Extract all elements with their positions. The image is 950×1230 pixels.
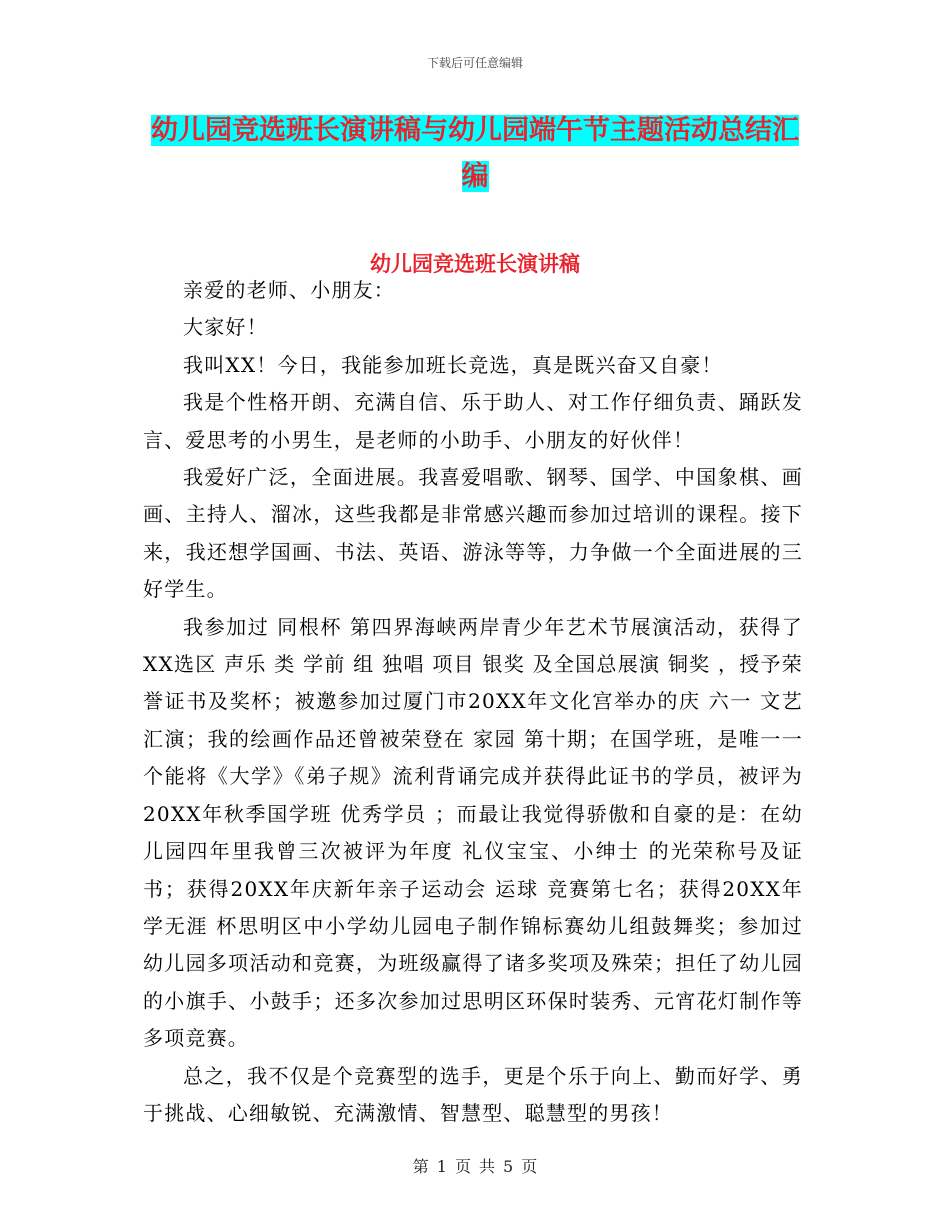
footer-total-pages: 5: [503, 1157, 514, 1176]
document-title: [145, 108, 805, 200]
paragraph: 总之，我不仅是个竞赛型的选手，更是个乐于向上、勤而好学、勇于挑战、心细敏锐、充满激情、智慧型、聪慧型的男孩！: [143, 1063, 803, 1125]
footer-suffix: 页: [521, 1157, 538, 1176]
paragraph: 大家好！: [183, 315, 268, 340]
paragraph: 我爱好广泛，全面进展。我喜爱唱歌、钢琴、国学、中国象棋、画画、主持人、溜冰，这些我都是非常感兴趣而参加过培训的课程。接下来，我还想学国画、书法、英语、游泳等等，力争做一个全面进展的三好学生。: [143, 465, 803, 602]
page-footer: [0, 1154, 950, 1177]
paragraph: 我叫XX！今日，我能参加班长竞选，真是既兴奋又自豪！: [183, 352, 723, 377]
footer-mid2: 共: [479, 1157, 496, 1176]
document-title-text: 幼儿园竞选班长演讲稿与幼儿园端午节主题活动总结汇编: [151, 115, 799, 192]
body-text: [143, 272, 803, 1132]
footer-mid1: 页: [454, 1157, 471, 1176]
paragraph: 我是个性格开朗、充满自信、乐于助人、对工作仔细负责、踊跃发言、爱思考的小男生，是老师的小助手、小朋友的好伙伴！: [143, 390, 803, 452]
paragraph: 我参加过 同根杯 第四界海峡两岸青少年艺术节展演活动，获得了XX选区 声乐 类 学前 组 独唱 项目 银奖 及全国总展演 铜奖 ，授予荣誉证书及奖杯；被邀参加过厦门市20XX年文化宫举办的庆 六一 文艺汇演；我的绘画作品还曾被荣登在 家园 第十期；在国学班，是唯一一个能将《大学》《弟子规》流利背诵完成并获得此证书的学员，被评为20XX年秋季国学班 优秀学员 ；而最让我觉得骄傲和自豪的是：在幼儿园四年里我曾三次被评为年度 礼仪宝宝、小绅士 的光荣称号及证书；获得20XX年庆新年亲子运动会 运球 竞赛第七名；获得20XX年 学无涯 杯思明区中小学幼儿园电子制作锦标赛幼儿组鼓舞奖；参加过幼儿园多项活动和竞赛，为班级赢得了诸多奖项及殊荣；担任了幼儿园的小旗手、小鼓手；还多次参加过思明区环保时装秀、元宵花灯制作等多项竞赛。: [143, 614, 803, 1051]
header-note: 下载后可任意编辑: [426, 56, 523, 70]
section-title: 幼儿园竞选班长演讲稿: [370, 252, 580, 276]
footer-page-number: 1: [436, 1157, 447, 1176]
footer-prefix: 第: [412, 1157, 429, 1176]
paragraph: 亲爱的老师、小朋友：: [183, 278, 395, 302]
